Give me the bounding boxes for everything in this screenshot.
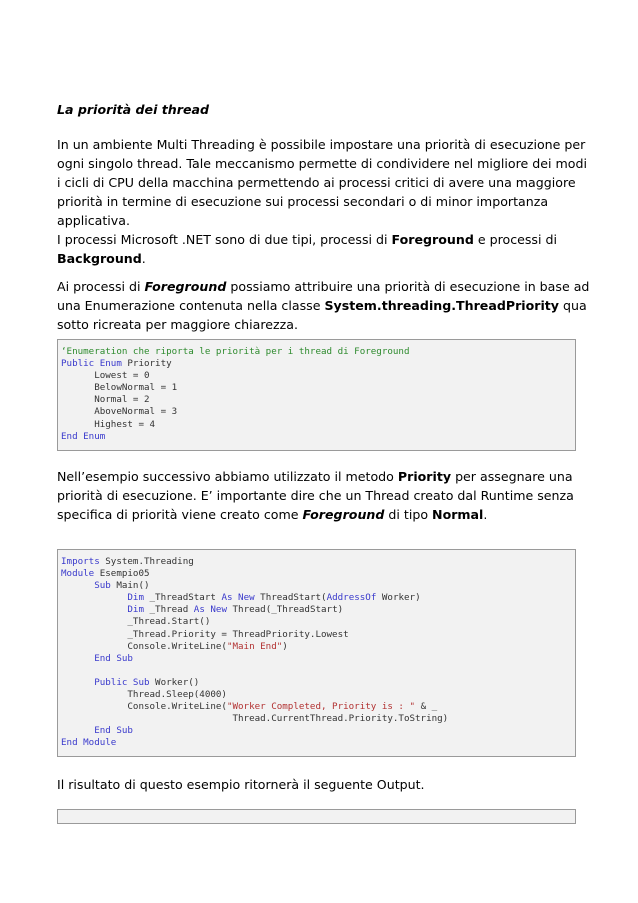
code-text: Console.WriteLine( (61, 701, 227, 713)
code-keyword: Public Sub (61, 676, 150, 688)
code-keyword: As New (221, 592, 255, 604)
code-string: "Main End" (226, 640, 283, 652)
section-title: La priorità dei thread (57, 102, 210, 117)
enum-code-block (57, 339, 576, 451)
bold-italic-term: Foreground (302, 507, 385, 522)
output-code-block (57, 809, 576, 824)
code-text: Thread(_ThreadStart) (226, 604, 344, 616)
text-run: e processi di (473, 232, 557, 247)
bold-term: Priority (397, 469, 452, 484)
text-run: di tipo (384, 507, 433, 522)
text-run: Nell’esempio successivo abbiamo utilizzato il metodo (57, 469, 398, 484)
code-keyword: Module (61, 568, 95, 580)
code-listing (61, 346, 575, 443)
code-text: Lowest = 0 (61, 370, 150, 382)
text-run: Ai processi di (57, 279, 145, 294)
output-intro-paragraph: Il risultato di questo esempio ritornerà il seguente Output. (57, 777, 425, 792)
code-text: Console.WriteLine( (61, 640, 227, 652)
bold-term: Normal (432, 507, 484, 522)
bold-term: Background (57, 251, 142, 266)
code-keyword: Sub (61, 580, 111, 592)
code-text: Esempio05 (94, 568, 150, 580)
code-text: Worker() (149, 676, 200, 688)
text-run: qua sotto ricreata per maggiore chiarezza. (57, 298, 587, 332)
code-text: Thread.Sleep(4000) (61, 689, 227, 701)
text-run: . (483, 507, 488, 522)
code-keyword: Dim (61, 592, 144, 604)
text-run: I processi Microsoft .NET sono di due tipi, processi di (57, 232, 392, 247)
code-text: _ThreadStart (143, 592, 222, 604)
code-text: _Thread.Start() (61, 616, 211, 628)
code-text: Highest = 4 (61, 418, 156, 430)
process-types-paragraph (57, 230, 592, 268)
code-keyword: End Sub (61, 652, 133, 664)
code-text: _Thread (143, 604, 194, 616)
example-code-block (57, 549, 576, 757)
code-comment: ‘Enumeration che riporta le priorità per i thread di Foreground (61, 346, 410, 357)
intro-paragraph: In un ambiente Multi Threading è possibile impostare una priorità di esecuzione per ogni singolo thread. Tale meccanismo permette di condividere nel migliore dei modi i cicli di CPU della macchina permettendo ai processi critici di avere una maggiore priorità in termine di esecuzione sui processi secondari o di minor importanza applicativa. (57, 137, 587, 228)
code-string: "Worker Completed, Priority is : " (226, 701, 416, 713)
text-run: . (141, 251, 146, 266)
code-keyword: Public Enum (61, 358, 122, 370)
code-text: Worker) (376, 592, 421, 604)
text-run: possiamo attribuire una priorità di esecuzione in base ad una Enumerazione contenuta nella classe (57, 279, 590, 313)
code-keyword: End Enum (61, 430, 106, 442)
code-listing (61, 556, 575, 750)
code-keyword: Imports (61, 556, 100, 567)
bold-term: System.threading.ThreadPriority (324, 298, 560, 313)
code-keyword: End Sub (61, 725, 133, 737)
code-text: AboveNormal = 3 (61, 406, 178, 418)
priority-method-paragraph (57, 467, 592, 524)
code-text: _Thread.Priority = ThreadPriority.Lowest (61, 628, 349, 640)
code-keyword: AddressOf (326, 592, 377, 604)
code-text: ) (282, 640, 288, 652)
priority-enum-paragraph (57, 277, 592, 334)
code-text: & _ (415, 701, 438, 713)
code-text: Normal = 2 (61, 394, 150, 406)
code-keyword: Dim (61, 604, 144, 616)
code-text: Thread.CurrentThread.Priority.ToString) (61, 713, 449, 725)
code-text: Priority (121, 358, 172, 370)
text-run: per assegnare una priorità di esecuzione. E’ importante dire che un Thread creato dal Runtime senza specifica di priorità viene creato come (57, 469, 574, 522)
code-keyword: End Module (61, 737, 117, 749)
bold-term: Foreground (391, 232, 474, 247)
code-keyword: As New (193, 604, 227, 616)
code-text: BelowNormal = 1 (61, 382, 178, 394)
code-text: System.Threading (99, 556, 194, 567)
code-text: Main() (110, 580, 150, 592)
code-text: ThreadStart( (254, 592, 327, 604)
bold-italic-term: Foreground (144, 279, 227, 294)
